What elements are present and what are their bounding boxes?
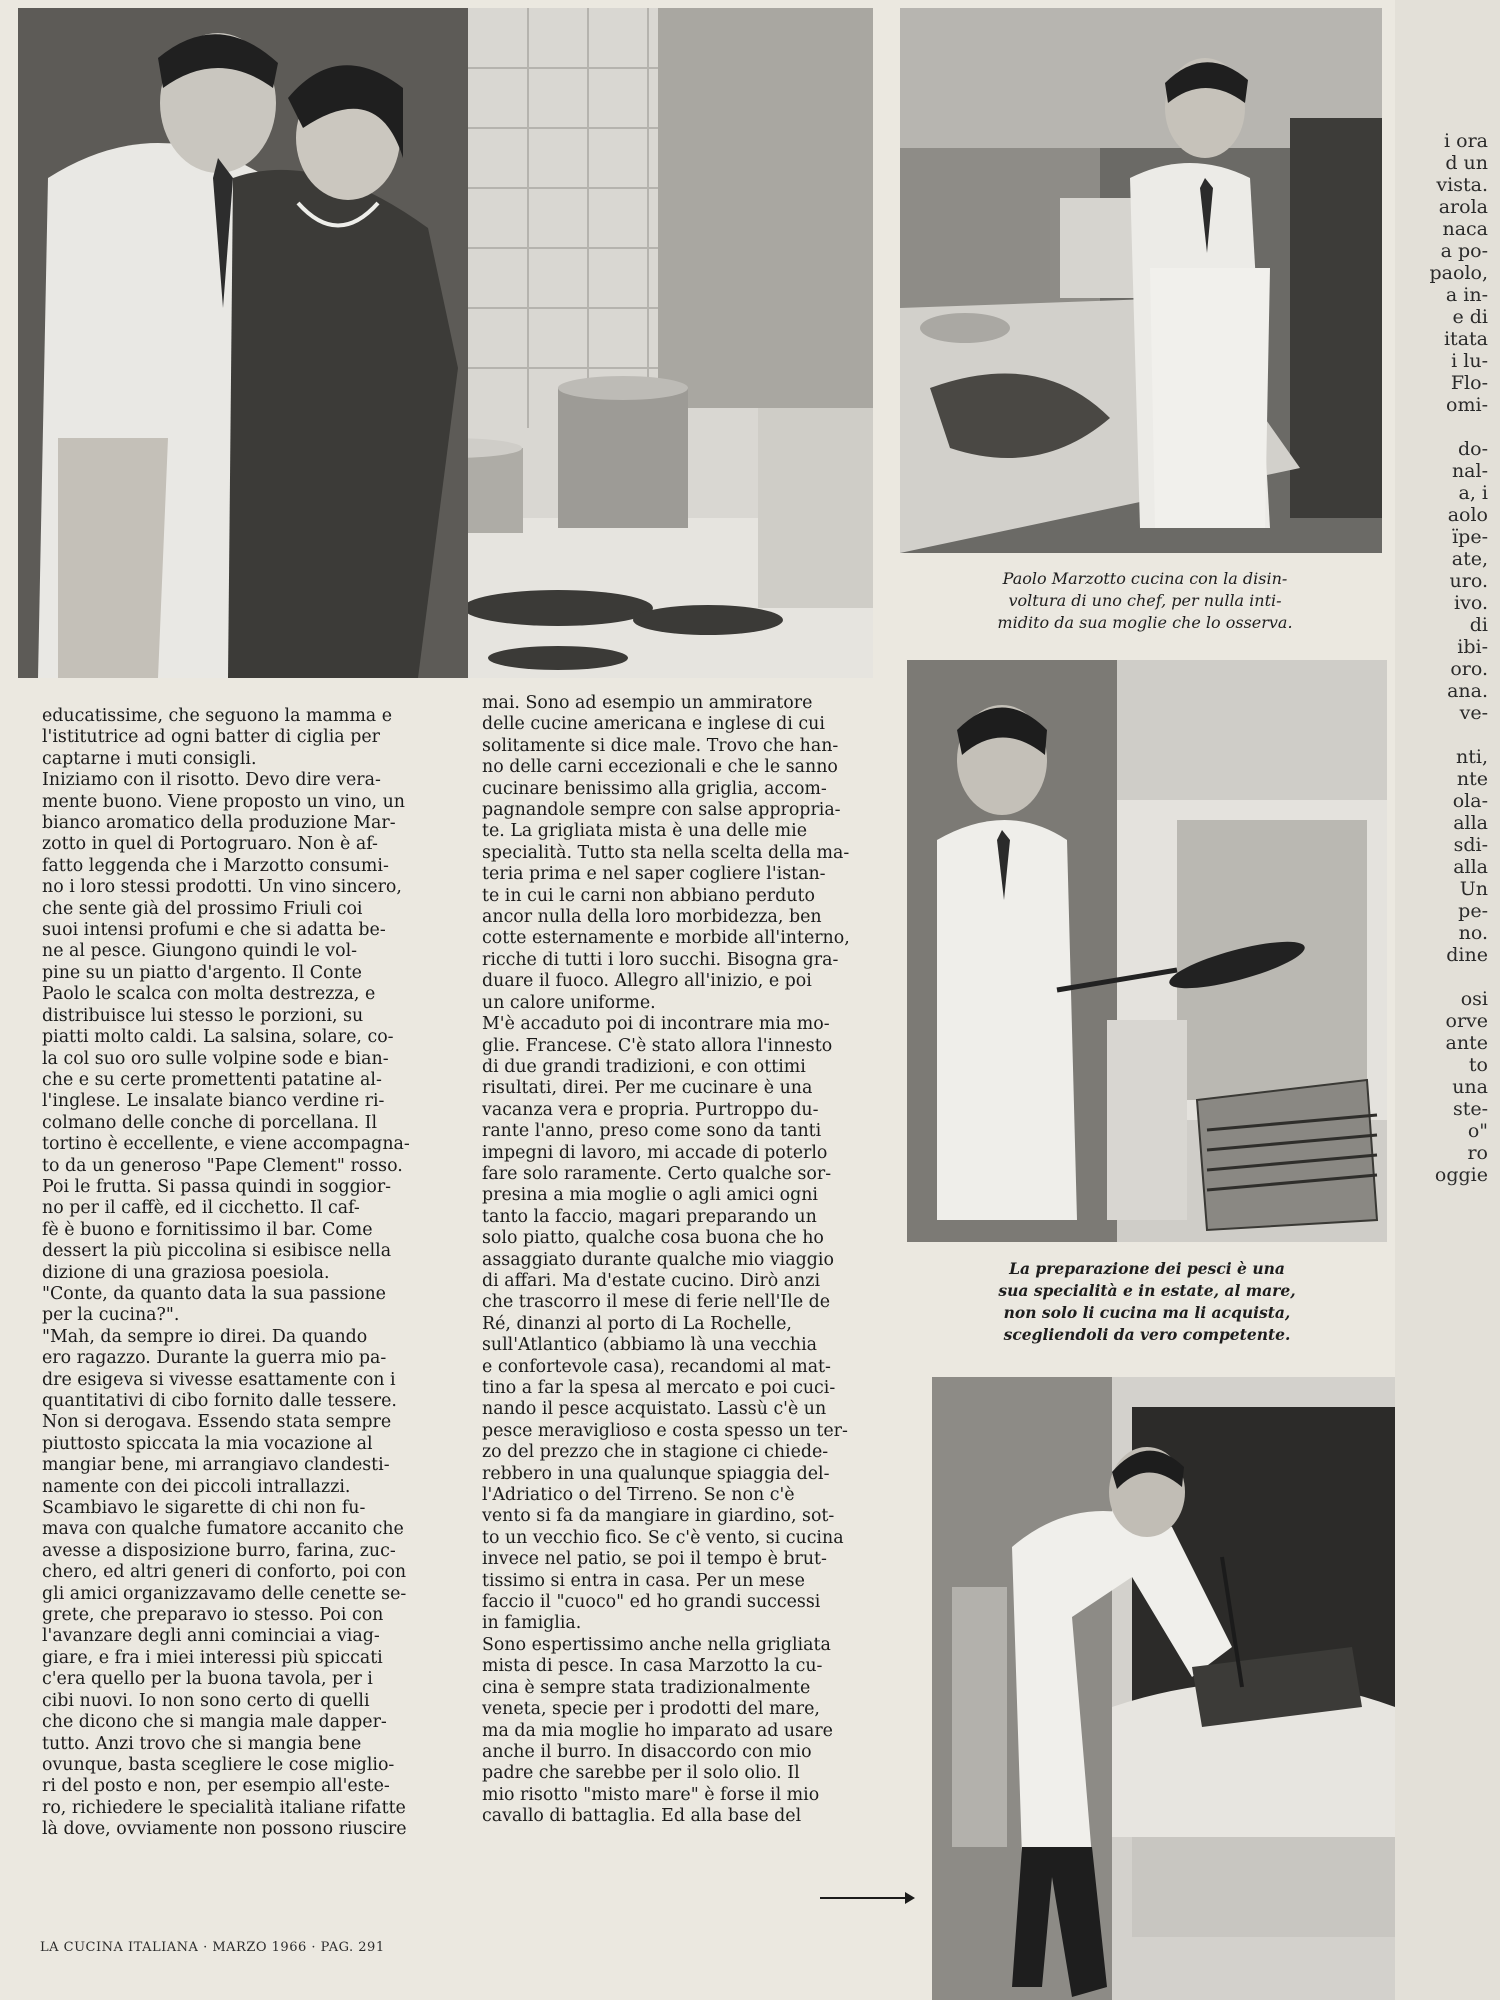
article-line: piatti molto caldi. La salsina, solare, co- [42,1027,394,1048]
article-line: rebbero in una qualunque spiaggia del- [482,1463,830,1484]
article-line: gli amici organizzavamo delle cenette se- [42,1583,407,1604]
article-line: l'istitutrice ad ogni batter di ciglia per [42,727,380,748]
underlying-page-line: osi [1460,988,1488,1010]
article-line: avesse a disposizione burro, farina, zuc- [42,1540,396,1561]
article-line: dizione di una graziosa poesiola. [42,1262,330,1283]
underlying-page-line: nal- [1451,460,1488,482]
article-line: solitamente si dice male. Trovo che han- [482,735,839,756]
article-line: Sono espertissimo anche nella grigliata [482,1634,831,1655]
caption-line: Paolo Marzotto cucina con la disin- [1002,569,1288,588]
article-line: no delle carni eccezionali e che le sanno [482,757,838,778]
article-line: Non si derogava. Essendo stata sempre [42,1412,392,1433]
underlying-page-line [1380,966,1488,988]
underlying-page-line: do- [1457,438,1488,460]
article-line: ero ragazzo. Durante la guerra mio pa- [42,1348,387,1369]
article-line: piuttosto spiccata la mia vocazione al [42,1433,373,1454]
article-line: che e su certe promettenti patatine al- [42,1069,382,1090]
underlying-page-line: omi- [1446,394,1488,416]
article-line: giare, e fra i miei interessi più spiccati [42,1647,383,1668]
article-line: tino a far la spesa al mercato e poi cuci- [482,1378,836,1398]
article-line: ovunque, basta scegliere le cose miglio- [42,1754,395,1775]
article-line: namente con dei piccoli intrallazzi. [42,1476,351,1497]
article-line: colmano delle conche di porcellana. Il [42,1112,378,1133]
article-line: solo piatto, qualche cosa buona che ho [482,1228,824,1249]
footer-issue: MARZO 1966 [212,1940,307,1955]
underlying-page-line: naca [1442,218,1488,240]
article-line: te. La grigliata mista è una delle mie [482,821,807,842]
article-line: mai. Sono ad esempio un ammiratore [482,693,813,713]
article-line: ricche di tutti i loro succhi. Bisogna gra- [482,949,839,970]
footer-page: PAG. 291 [320,1940,385,1955]
article-line: anche il burro. In disaccordo con mio [482,1741,812,1762]
caption-line: sua specialità e in estate, al mare, [998,1281,1296,1300]
article-line: captarne i muti consigli. [42,748,257,769]
underlying-page-line: itata [1443,328,1488,350]
underlying-page-line: to [1468,1054,1488,1076]
article-line: fare solo raramente. Certo qualche sor- [482,1163,832,1184]
article-line: che sente già del prossimo Friuli coi [42,898,363,919]
article-line: veneta, specie per i prodotti del mare, [482,1699,820,1720]
article-line: mangiar bene, mi arrangiavo clandesti- [42,1455,390,1476]
article-line: mista di pesce. In casa Marzotto la cu- [482,1656,823,1677]
article-line: dre esigeva si vivesse esattamente con i [42,1369,396,1390]
underlying-page-line: dine [1446,944,1488,966]
photo-grill-fireplace [932,1377,1395,2000]
underlying-page-line: una [1452,1076,1488,1098]
underlying-page-line: ate, [1451,548,1488,570]
article-line: l'Adriatico o del Tirreno. Se non c'è [482,1485,795,1506]
underlying-page-line: nte [1456,768,1488,790]
underlying-page-line: ola- [1452,790,1488,812]
underlying-page-line: i ora [1444,130,1488,152]
underlying-page-line: alla [1453,812,1488,834]
article-line: che dicono che si mangia male dapper- [42,1712,387,1733]
article-line: cibi nuovi. Io non sono certo di quelli [42,1690,370,1711]
article-line: fè è buono e fornitissimo il bar. Come [42,1219,373,1240]
article-line: impegni di lavoro, mi accade di poterlo [482,1142,828,1163]
underlying-page-line: ivo. [1454,592,1488,614]
article-line: to un vecchio fico. Se c'è vento, si cucina [482,1527,844,1548]
article-line: presina a mia moglie o agli amici ogni [482,1185,818,1206]
article-line: specialità. Tutto sta nella scelta della ma- [482,842,850,863]
caption-line: voltura di uno chef, per nulla inti- [1008,591,1282,610]
article-line: là dove, ovviamente non possono riuscire [42,1819,407,1840]
article-line: tortino è eccellente, e viene accompagna- [42,1134,410,1155]
article-line: vento si fa da mangiare in giardino, sot- [482,1506,835,1527]
underlying-page-line: Un [1459,878,1488,900]
article-line: ri del posto e non, per esempio all'este- [42,1776,390,1797]
article-line: to da un generoso "Pape Clement" rosso. [42,1155,403,1176]
underlying-page-line: orve [1445,1010,1488,1032]
underlying-page-line: o" [1467,1120,1488,1142]
underlying-page-line: oggie [1434,1164,1488,1186]
article-line: educatissime, che seguono la mamma e [42,706,392,726]
article-line: chero, ed altri generi di conforto, poi con [42,1562,407,1583]
underlying-page-line: a, i [1458,482,1488,504]
underlying-page-line: sdi- [1453,834,1488,856]
caption-line: scegliendoli da vero competente. [1003,1325,1291,1344]
underlying-page-line: ïpe- [1452,526,1488,548]
article-line: l'inglese. Le insalate bianco verdine ri- [42,1091,385,1112]
article-line: padre che sarebbe per il solo olio. Il [482,1763,800,1784]
photo-chef-counter [900,8,1382,553]
article-line: mio risotto "misto mare" è forse il mio [482,1784,820,1805]
article-line: cina è sempre stata tradizionalmente [482,1677,811,1698]
article-line: quantitativi di cibo fornito dalle tessere. [42,1391,397,1411]
underlying-page-line: oro. [1450,658,1488,680]
article-line: pesce meraviglioso e costa spesso un ter- [482,1420,848,1441]
article-line: ne al pesce. Giungono quindi le vol- [42,941,358,962]
article-line: di due grandi tradizioni, e con ottimi [482,1056,806,1077]
article-line: suoi intensi profumi e che si adatta be- [42,920,386,941]
underlying-page-line: ibi- [1457,636,1488,658]
underlying-page-line: a in- [1445,284,1488,306]
article-line: cotte esternamente e morbide all'interno, [482,928,850,949]
article-line: Paolo le scalca con molta destrezza, e [42,984,376,1005]
article-line: M'è accaduto poi di incontrare mia mo- [482,1014,830,1035]
article-line: no per il caffè, ed il cicchetto. Il caf- [42,1198,360,1219]
underlying-page-line: vista. [1436,174,1488,196]
underlying-page-line: aolo [1447,504,1488,526]
article-line: nando il pesce acquistato. Lassù c'è un [482,1399,827,1420]
article-line: un calore uniforme. [482,992,656,1013]
underlying-page-text [1380,130,1500,1186]
article-line: faccio il "cuoco" ed ho grandi successi [482,1592,821,1613]
caption-fish [907,1258,1387,1346]
article-line: che trascorro il mese di ferie nell'Ile de [482,1292,831,1313]
article-line: bianco aromatico della produzione Mar- [42,813,396,834]
caption-line: La preparazione dei pesci è una [1009,1259,1285,1278]
article-line: ro, richiedere le specialità italiane rifatte [42,1797,406,1818]
article-line: ancor nulla della loro morbidezza, ben [482,907,822,928]
underlying-page-line: nti, [1456,746,1488,768]
article-line: Ré, dinanzi al porto di La Rochelle, [482,1313,792,1334]
article-line: fatto leggenda che i Marzotto consumi- [42,855,389,876]
article-line: tutto. Anzi trovo che si mangia bene [42,1733,362,1754]
page-footer: LA CUCINA ITALIANA · MARZO 1966 · PAG. 291 [40,1940,385,1955]
article-line: zotto in quel di Portogruaro. Non è af- [42,834,378,855]
article-line: Poi le frutta. Si passa quindi in soggior- [42,1176,392,1197]
underlying-page-line [1380,724,1488,746]
underlying-page-line: alla [1453,856,1488,878]
caption-line: midito da sua moglie che lo osserva. [997,613,1293,632]
underlying-page-line: uro. [1449,570,1488,592]
article-line: grete, che preparavo io stesso. Poi con [42,1605,384,1626]
underlying-page-line: ro [1467,1142,1488,1164]
underlying-page-line: d un [1445,152,1488,174]
article-line: tanto la faccio, magari preparando un [482,1206,817,1227]
article-line: rante l'anno, preso come sono da tanti [482,1121,822,1142]
article-line: risultati, direi. Per me cucinare è una [482,1078,813,1099]
underlying-page-line: ante [1445,1032,1488,1054]
article-line: vacanza vera e propria. Purtroppo du- [482,1099,819,1120]
article-line: c'era quello per la buona tavola, per i [42,1669,373,1690]
article-line: distribuisce lui stesso le porzioni, su [42,1005,364,1026]
article-line: "Conte, da quanto data la sua passione [42,1283,386,1304]
caption-chef [915,568,1375,634]
article-column-left [42,706,472,1841]
article-line: pagnandole sempre con salse appropria- [482,800,841,821]
article-line: di affari. Ma d'estate cucino. Dirò anzi [482,1270,821,1291]
article-line: pine su un piatto d'argento. Il Conte [42,962,362,983]
underlying-page-line: pe- [1458,900,1488,922]
caption-line: non solo li cucina ma li acquista, [1003,1303,1291,1322]
underlying-page-line: e di [1452,306,1488,328]
underlying-page-line: ste- [1452,1098,1488,1120]
article-line: mava con qualche fumatore accanito che [42,1519,404,1540]
article-column-right [482,693,914,1828]
photo-fireplace-pan [907,660,1387,1242]
article-line: in famiglia. [482,1613,582,1634]
article-line: e confortevole casa), recandomi al mat- [482,1356,831,1377]
article-line: zo del prezzo che in stagione ci chiede- [482,1442,829,1463]
photo-couple-cooking [18,8,873,678]
footer-magazine: LA CUCINA ITALIANA [40,1940,199,1955]
article-line: no i loro stessi prodotti. Un vino sincero, [42,877,402,898]
underlying-page-line: arola [1438,196,1488,218]
article-line: "Mah, da sempre io direi. Da quando [42,1326,368,1347]
article-line: dessert la più piccolina si esibisce nella [42,1241,392,1262]
article-line: la col suo oro sulle volpine sode e bian- [42,1048,389,1069]
article-line: ma da mia moglie ho imparato ad usare [482,1720,833,1741]
underlying-page-line: paolo, [1429,262,1488,284]
article-line: teria prima e nel saper cogliere l'istan- [482,864,826,885]
article-line: Iniziamo con il risotto. Devo dire vera- [42,770,381,791]
continue-arrow-icon [820,1888,915,1908]
article-line: delle cucine americana e inglese di cui [482,714,825,735]
underlying-page-line: a po- [1440,240,1488,262]
article-line: cucinare benissimo alla griglia, accom- [482,778,827,799]
underlying-page-line: i lu- [1451,350,1488,372]
article-line: Scambiavo le sigarette di chi non fu- [42,1498,366,1519]
article-line: tissimo si entra in casa. Per un mese [482,1570,805,1591]
underlying-page-line: Flo- [1450,372,1488,394]
underlying-page-line [1380,416,1488,438]
underlying-page-line: no. [1458,922,1488,944]
article-line: mente buono. Viene proposto un vino, un [42,791,406,812]
underlying-page-line: ana. [1447,680,1488,702]
article-line: per la cucina?". [42,1305,180,1326]
underlying-page-line: ve- [1459,702,1488,724]
article-line: invece nel patio, se poi il tempo è brut- [482,1549,827,1570]
article-line: glie. Francese. C'è stato allora l'innesto [482,1035,833,1056]
article-line: assaggiato durante qualche mio viaggio [482,1249,834,1270]
article-line: sull'Atlantico (abbiamo là una vecchia [482,1335,818,1356]
underlying-page-line: di [1469,614,1488,636]
article-line: duare il fuoco. Allegro all'inizio, e poi [482,971,812,992]
article-line: te in cui le carni non abbiano perduto [482,885,815,906]
article-line: l'avanzare degli anni cominciai a viag- [42,1626,380,1647]
article-line: cavallo di battaglia. Ed alla base del [482,1806,802,1827]
